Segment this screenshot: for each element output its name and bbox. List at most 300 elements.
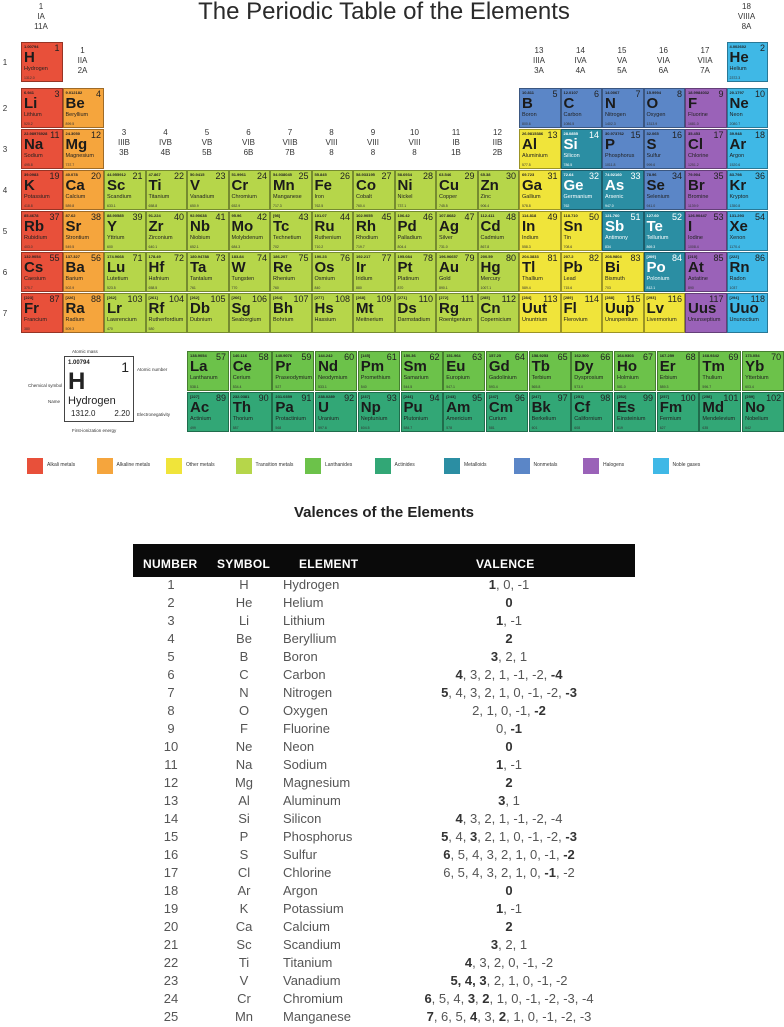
key-symbol: H bbox=[68, 368, 86, 395]
element-name: Vanadium bbox=[190, 194, 215, 200]
element-ionization: 800.6 bbox=[522, 122, 531, 126]
element-cell-th bbox=[230, 392, 272, 432]
element-mass: [294] bbox=[729, 295, 739, 300]
element-symbol: La bbox=[190, 358, 208, 375]
element-ionization: 495.8 bbox=[24, 163, 33, 167]
element-ionization: 770 bbox=[231, 286, 238, 290]
element-symbol: Ru bbox=[314, 218, 335, 235]
element-mass: [259] bbox=[745, 394, 755, 399]
cell-element: Sodium bbox=[283, 757, 328, 772]
element-mass: 92.90638 bbox=[190, 213, 207, 218]
group-number: 16 bbox=[659, 46, 668, 55]
element-mass: 192.217 bbox=[356, 254, 371, 259]
element-name: Lead bbox=[563, 276, 576, 282]
element-cell-fm bbox=[657, 392, 699, 432]
element-number: 21 bbox=[132, 171, 143, 181]
element-ionization: 558.3 bbox=[522, 245, 531, 249]
element-cell-mt bbox=[353, 293, 395, 333]
element-symbol: Ta bbox=[190, 259, 207, 276]
group-header bbox=[187, 128, 227, 158]
valence-common: -2 bbox=[534, 703, 546, 718]
element-mass: 30.973762 bbox=[605, 131, 624, 136]
element-number: 109 bbox=[376, 294, 392, 304]
element-mass: 126.90447 bbox=[688, 213, 707, 218]
element-name: Polonium bbox=[646, 276, 670, 282]
valence-common: 3 bbox=[490, 937, 499, 952]
element-mass: [258] bbox=[702, 394, 712, 399]
group-roman: VB bbox=[201, 138, 213, 147]
element-number: 15 bbox=[630, 130, 641, 140]
element-cell-sm bbox=[401, 351, 443, 391]
cell-valence bbox=[389, 631, 629, 646]
element-cell-sc bbox=[104, 170, 146, 210]
element-mass: 20.1797 bbox=[729, 90, 744, 95]
table-row bbox=[133, 756, 635, 775]
element-name: Holmium bbox=[617, 375, 639, 381]
element-mass: 232.0381 bbox=[232, 394, 250, 399]
element-cell-ne bbox=[727, 88, 769, 128]
table-row bbox=[133, 972, 635, 991]
element-mass: 14.0067 bbox=[605, 90, 620, 95]
element-symbol: H bbox=[24, 49, 35, 66]
key-label-symbol: Chemical symbol bbox=[28, 383, 63, 388]
element-number: 59 bbox=[301, 352, 312, 362]
element-cell-n bbox=[602, 88, 644, 128]
element-mass: [226] bbox=[65, 295, 75, 300]
element-ionization: 731.0 bbox=[439, 245, 448, 249]
valence-common: 2 bbox=[505, 775, 513, 790]
element-ionization: 719.7 bbox=[356, 245, 365, 249]
element-name: Gold bbox=[439, 276, 451, 282]
element-mass: 83.798 bbox=[729, 172, 742, 177]
cell-element: Scandium bbox=[283, 937, 341, 952]
cell-number: 11 bbox=[164, 757, 178, 772]
group-roman: IB bbox=[452, 138, 460, 147]
valence-common: 2 bbox=[505, 631, 513, 646]
element-symbol: Pa bbox=[275, 399, 294, 416]
element-number: 98 bbox=[600, 393, 611, 403]
element-ionization: 786.5 bbox=[563, 163, 573, 167]
element-symbol: Al bbox=[522, 136, 537, 153]
element-cell-uus bbox=[685, 293, 727, 333]
element-symbol: U bbox=[318, 399, 329, 416]
group-alt: 8 bbox=[329, 148, 334, 157]
element-number: 42 bbox=[256, 212, 267, 222]
group-roman: VIIIA bbox=[737, 12, 756, 21]
cell-number: 16 bbox=[163, 847, 179, 862]
element-cell-cm bbox=[486, 392, 528, 432]
group-header bbox=[685, 46, 725, 76]
element-mass: [251] bbox=[574, 394, 584, 399]
element-number: 2 bbox=[759, 43, 765, 53]
element-number: 61 bbox=[386, 352, 397, 362]
cell-symbol: Al bbox=[238, 793, 250, 808]
element-mass: [284] bbox=[522, 295, 532, 300]
element-ionization: 527 bbox=[275, 385, 282, 389]
table-row bbox=[133, 918, 635, 937]
element-cell-si bbox=[561, 129, 603, 169]
valence-common: 0 bbox=[505, 595, 513, 610]
element-mass: 121.760 bbox=[605, 213, 620, 218]
cell-element: Oxygen bbox=[283, 703, 328, 718]
cell-valence bbox=[389, 649, 629, 664]
element-cell-ge bbox=[561, 170, 603, 210]
valence-common: 4 bbox=[455, 811, 463, 826]
cell-element: Boron bbox=[283, 649, 318, 664]
element-cell-sn bbox=[561, 211, 603, 251]
element-number: 94 bbox=[429, 393, 440, 403]
element-symbol: Nb bbox=[190, 218, 210, 235]
group-header bbox=[229, 128, 269, 158]
element-name: Germanium bbox=[563, 194, 593, 200]
element-symbol: Am bbox=[446, 399, 471, 416]
element-cell-am bbox=[443, 392, 485, 432]
element-name: Ytterbium bbox=[745, 375, 769, 381]
element-symbol: Re bbox=[273, 259, 293, 276]
element-number: 31 bbox=[547, 171, 558, 181]
group-header bbox=[395, 128, 435, 158]
element-cell-p bbox=[602, 129, 644, 169]
element-mass: 88.90585 bbox=[107, 213, 124, 218]
element-name: Calcium bbox=[65, 194, 86, 200]
element-ionization: 1520.6 bbox=[729, 163, 741, 167]
group-number: 7 bbox=[287, 128, 293, 137]
group-number: 1 bbox=[38, 2, 44, 11]
cell-element: Titanium bbox=[283, 955, 333, 970]
element-mass: 107.8682 bbox=[439, 213, 456, 218]
valence-other: , bbox=[475, 991, 483, 1006]
element-number: 74 bbox=[256, 253, 267, 263]
element-mass: [272] bbox=[439, 295, 449, 300]
group-alt: 4A bbox=[575, 66, 586, 75]
valence-other: , 2, 1, 0, -1, -2 bbox=[486, 973, 568, 988]
legend-swatch bbox=[375, 458, 391, 474]
element-mass: 55.845 bbox=[314, 172, 327, 177]
element-number: 1 bbox=[54, 43, 60, 53]
table-row bbox=[133, 648, 635, 667]
cell-symbol: Ne bbox=[235, 739, 253, 754]
element-name: Seaborgium bbox=[231, 317, 262, 323]
valence-common: 5, 4, 3 bbox=[450, 973, 487, 988]
element-cell-se bbox=[644, 170, 686, 210]
key-en: 2.20 bbox=[114, 409, 130, 418]
element-symbol: Ti bbox=[148, 177, 162, 194]
element-ionization: 578 bbox=[446, 426, 453, 430]
element-ionization: 604.5 bbox=[360, 426, 370, 430]
element-cell-cn bbox=[478, 293, 520, 333]
element-name: Ruthenium bbox=[314, 235, 342, 241]
element-ionization: 2080.7 bbox=[729, 122, 741, 126]
element-cell-hs bbox=[312, 293, 354, 333]
element-symbol: Uus bbox=[688, 300, 717, 317]
element-ionization: 573.0 bbox=[574, 385, 584, 389]
element-number: 32 bbox=[588, 171, 599, 181]
element-number: 81 bbox=[547, 253, 558, 263]
cell-valence bbox=[389, 721, 629, 736]
group-alt: 8 bbox=[370, 148, 376, 157]
element-symbol: Fr bbox=[24, 300, 39, 317]
cell-symbol: Be bbox=[236, 631, 252, 646]
element-symbol: Tm bbox=[702, 358, 725, 375]
element-symbol: Lu bbox=[107, 259, 126, 276]
element-ionization: 549.5 bbox=[65, 245, 75, 249]
cell-valence bbox=[389, 577, 629, 592]
element-symbol: O bbox=[646, 95, 659, 112]
group-alt: 7A bbox=[700, 66, 710, 75]
element-mass: [268] bbox=[356, 295, 366, 300]
element-number: 80 bbox=[505, 253, 516, 263]
element-symbol: Uuo bbox=[729, 300, 759, 317]
element-mass: 87.62 bbox=[65, 213, 76, 218]
element-name: Plutonium bbox=[403, 416, 428, 422]
element-symbol: Ga bbox=[522, 177, 543, 194]
element-number: 72 bbox=[173, 253, 184, 263]
element-cell-ho bbox=[614, 351, 656, 391]
element-name: Copernicium bbox=[480, 317, 512, 323]
element-symbol: Fm bbox=[659, 399, 683, 416]
element-cell-fr bbox=[21, 293, 63, 333]
table-row bbox=[133, 594, 635, 613]
element-cell-o bbox=[644, 88, 686, 128]
element-name: Meitnerium bbox=[356, 317, 384, 323]
element-cell-bi bbox=[602, 252, 644, 292]
valence-common: 5 bbox=[441, 829, 449, 844]
key-number: 1 bbox=[121, 359, 129, 375]
element-mass: 18.9984032 bbox=[688, 90, 710, 95]
valence-other: , 1 bbox=[505, 793, 520, 808]
period-label: 6 bbox=[2, 268, 8, 277]
element-number: 118 bbox=[750, 294, 765, 304]
element-symbol: Sc bbox=[107, 177, 126, 194]
element-name: Sodium bbox=[24, 153, 43, 159]
element-number: 58 bbox=[258, 352, 269, 362]
cell-symbol: H bbox=[239, 577, 249, 592]
cell-symbol: V bbox=[239, 973, 249, 988]
element-symbol: F bbox=[688, 95, 698, 112]
element-cell-br bbox=[685, 170, 727, 210]
element-name: Zinc bbox=[480, 194, 491, 200]
element-number: 101 bbox=[723, 393, 739, 403]
group-roman: VIII bbox=[325, 138, 338, 147]
legend-label: Alkali metals bbox=[47, 462, 76, 468]
table-row bbox=[133, 738, 635, 757]
element-ionization: 658.5 bbox=[148, 286, 158, 290]
table-row bbox=[133, 882, 635, 901]
element-mass: [244] bbox=[403, 394, 413, 399]
element-mass: [243] bbox=[446, 394, 456, 399]
element-name: Rutherfordium bbox=[148, 317, 184, 323]
element-number: 77 bbox=[381, 253, 392, 263]
element-number: 108 bbox=[334, 294, 350, 304]
element-mass: 183.84 bbox=[231, 254, 244, 259]
header-element: ELEMENT bbox=[299, 557, 359, 571]
element-symbol: Cu bbox=[439, 177, 459, 194]
element-mass: 95.96 bbox=[231, 213, 242, 218]
element-symbol: Rg bbox=[439, 300, 459, 317]
element-number: 105 bbox=[210, 294, 226, 304]
element-mass: 79.904 bbox=[688, 172, 701, 177]
element-ionization: 565.8 bbox=[531, 385, 541, 389]
valence-other: , 5, 4, 3, 2, 1, 0, -1, bbox=[450, 847, 564, 862]
table-row bbox=[133, 720, 635, 739]
element-cell-sr bbox=[63, 211, 105, 251]
element-name: Palladium bbox=[397, 235, 422, 241]
element-mass: 85.4678 bbox=[24, 213, 39, 218]
element-symbol: Bi bbox=[605, 259, 620, 276]
element-ionization: 650.9 bbox=[190, 204, 199, 208]
valence-common: 1 bbox=[495, 901, 504, 916]
element-ionization: 899.5 bbox=[65, 122, 75, 126]
cell-number: 4 bbox=[167, 631, 175, 646]
element-name: Lutetium bbox=[107, 276, 129, 282]
group-header bbox=[602, 46, 642, 76]
element-name: Chromium bbox=[231, 194, 257, 200]
element-number: 106 bbox=[251, 294, 267, 304]
element-name: Barium bbox=[65, 276, 83, 282]
element-symbol: Cl bbox=[688, 136, 703, 153]
element-ionization: 737.7 bbox=[65, 163, 75, 167]
element-symbol: Pm bbox=[360, 358, 385, 375]
element-ionization: 520.2 bbox=[24, 122, 33, 126]
key-label-ie: First-ionization energy bbox=[72, 428, 117, 433]
element-name: Actinium bbox=[190, 416, 212, 422]
element-mass: [262] bbox=[190, 295, 200, 300]
element-name: Lithium bbox=[24, 112, 42, 118]
element-number: 20 bbox=[90, 171, 101, 181]
legend-label: Nonmetals bbox=[533, 462, 558, 468]
element-cell-ir bbox=[353, 252, 395, 292]
cell-symbol: Ti bbox=[238, 955, 250, 970]
key-label-number: Atomic number bbox=[137, 367, 168, 372]
element-symbol: Lv bbox=[646, 300, 665, 317]
element-name: Nitrogen bbox=[605, 112, 626, 118]
group-alt: 1B bbox=[451, 148, 461, 157]
element-number: 100 bbox=[680, 393, 696, 403]
element-number: 96 bbox=[514, 393, 525, 403]
element-ionization: 941.0 bbox=[646, 204, 656, 208]
key-label-name: Name bbox=[48, 399, 61, 404]
element-number: 76 bbox=[339, 253, 350, 263]
valence-common: -3 bbox=[565, 829, 577, 844]
cell-valence bbox=[389, 955, 629, 970]
element-number: 63 bbox=[472, 352, 483, 362]
table-row bbox=[133, 954, 635, 973]
element-cell-al bbox=[519, 129, 561, 169]
element-ionization: 761 bbox=[190, 286, 196, 290]
element-name: Antimony bbox=[605, 235, 628, 241]
element-cell-bk bbox=[529, 392, 571, 432]
valence-common: 6 bbox=[424, 991, 432, 1006]
element-ionization: 710.2 bbox=[314, 245, 324, 249]
valence-common: -1 bbox=[544, 865, 556, 880]
element-cell-be bbox=[63, 88, 105, 128]
element-name: Flerovium bbox=[563, 317, 588, 323]
element-name: Bismuth bbox=[605, 276, 625, 282]
element-number: 97 bbox=[557, 393, 568, 403]
element-name: Californium bbox=[574, 416, 603, 422]
valence-common: 4 bbox=[455, 667, 463, 682]
element-name: Bohrium bbox=[273, 317, 294, 323]
element-mass: 39.948 bbox=[729, 131, 742, 136]
element-cell-zn bbox=[478, 170, 520, 210]
element-cell-tm bbox=[699, 351, 741, 391]
element-symbol: Db bbox=[190, 300, 210, 317]
cell-symbol: Cl bbox=[237, 865, 251, 880]
element-cell-co bbox=[353, 170, 395, 210]
cell-number: 7 bbox=[167, 685, 175, 700]
cell-number: 25 bbox=[163, 1009, 179, 1024]
element-symbol: Hf bbox=[148, 259, 165, 276]
cell-number: 18 bbox=[163, 883, 179, 898]
element-name: Darmstadium bbox=[397, 317, 431, 323]
cell-symbol: Sc bbox=[236, 937, 252, 952]
element-number: 68 bbox=[685, 352, 696, 362]
element-name: Dysprosium bbox=[574, 375, 604, 381]
element-name: Lanthanum bbox=[190, 375, 218, 381]
element-ionization: 578.8 bbox=[522, 204, 531, 208]
element-name: Erbium bbox=[659, 375, 678, 381]
element-number: 50 bbox=[588, 212, 599, 222]
element-cell-xe bbox=[727, 211, 769, 251]
element-symbol: Uut bbox=[522, 300, 547, 317]
element-symbol: Ra bbox=[65, 300, 85, 317]
cell-symbol: C bbox=[239, 667, 249, 682]
element-ionization: 703 bbox=[605, 286, 611, 290]
element-cell-w bbox=[229, 252, 271, 292]
element-cell-kr bbox=[727, 170, 769, 210]
element-mass: 58.6934 bbox=[397, 172, 412, 177]
element-name: Gallium bbox=[522, 194, 541, 200]
element-symbol: Ne bbox=[729, 95, 749, 112]
element-number: 92 bbox=[344, 393, 355, 403]
element-number: 13 bbox=[547, 130, 558, 140]
cell-element: Aluminum bbox=[283, 793, 341, 808]
cell-element: Potassium bbox=[283, 901, 344, 916]
element-name: Hafnium bbox=[148, 276, 169, 282]
element-cell-no bbox=[742, 392, 784, 432]
cell-valence bbox=[389, 937, 629, 952]
header-number: NUMBER bbox=[143, 557, 198, 571]
valence-common: 0 bbox=[505, 883, 513, 898]
cell-valence bbox=[389, 991, 629, 1006]
element-number: 112 bbox=[501, 294, 516, 304]
valence-other: 0, bbox=[495, 721, 511, 736]
cell-symbol: Ca bbox=[235, 919, 253, 934]
element-number: 48 bbox=[505, 212, 516, 222]
legend-label: Transition metals bbox=[255, 462, 294, 468]
valence-common: 2 bbox=[498, 1009, 507, 1024]
cell-symbol: N bbox=[239, 685, 249, 700]
element-number: 39 bbox=[132, 212, 143, 222]
element-mass: 158.9253 bbox=[531, 353, 549, 358]
legend-swatch bbox=[305, 458, 321, 474]
element-mass: [222] bbox=[729, 254, 739, 259]
cell-element: Carbon bbox=[283, 667, 326, 682]
legend-swatch bbox=[514, 458, 530, 474]
element-symbol: Se bbox=[646, 177, 665, 194]
header-symbol: SYMBOL bbox=[217, 557, 271, 571]
element-name: Livermorium bbox=[646, 317, 677, 323]
element-name: Astatine bbox=[688, 276, 708, 282]
element-mass: [285] bbox=[480, 295, 490, 300]
element-name: Carbon bbox=[563, 112, 582, 118]
valence-common: 1 bbox=[488, 577, 496, 592]
element-symbol: Rn bbox=[729, 259, 750, 276]
cell-number: 21 bbox=[163, 937, 179, 952]
element-symbol: Pu bbox=[403, 399, 423, 416]
element-mass: 112.411 bbox=[480, 213, 495, 218]
element-ionization: 568 bbox=[275, 426, 282, 430]
